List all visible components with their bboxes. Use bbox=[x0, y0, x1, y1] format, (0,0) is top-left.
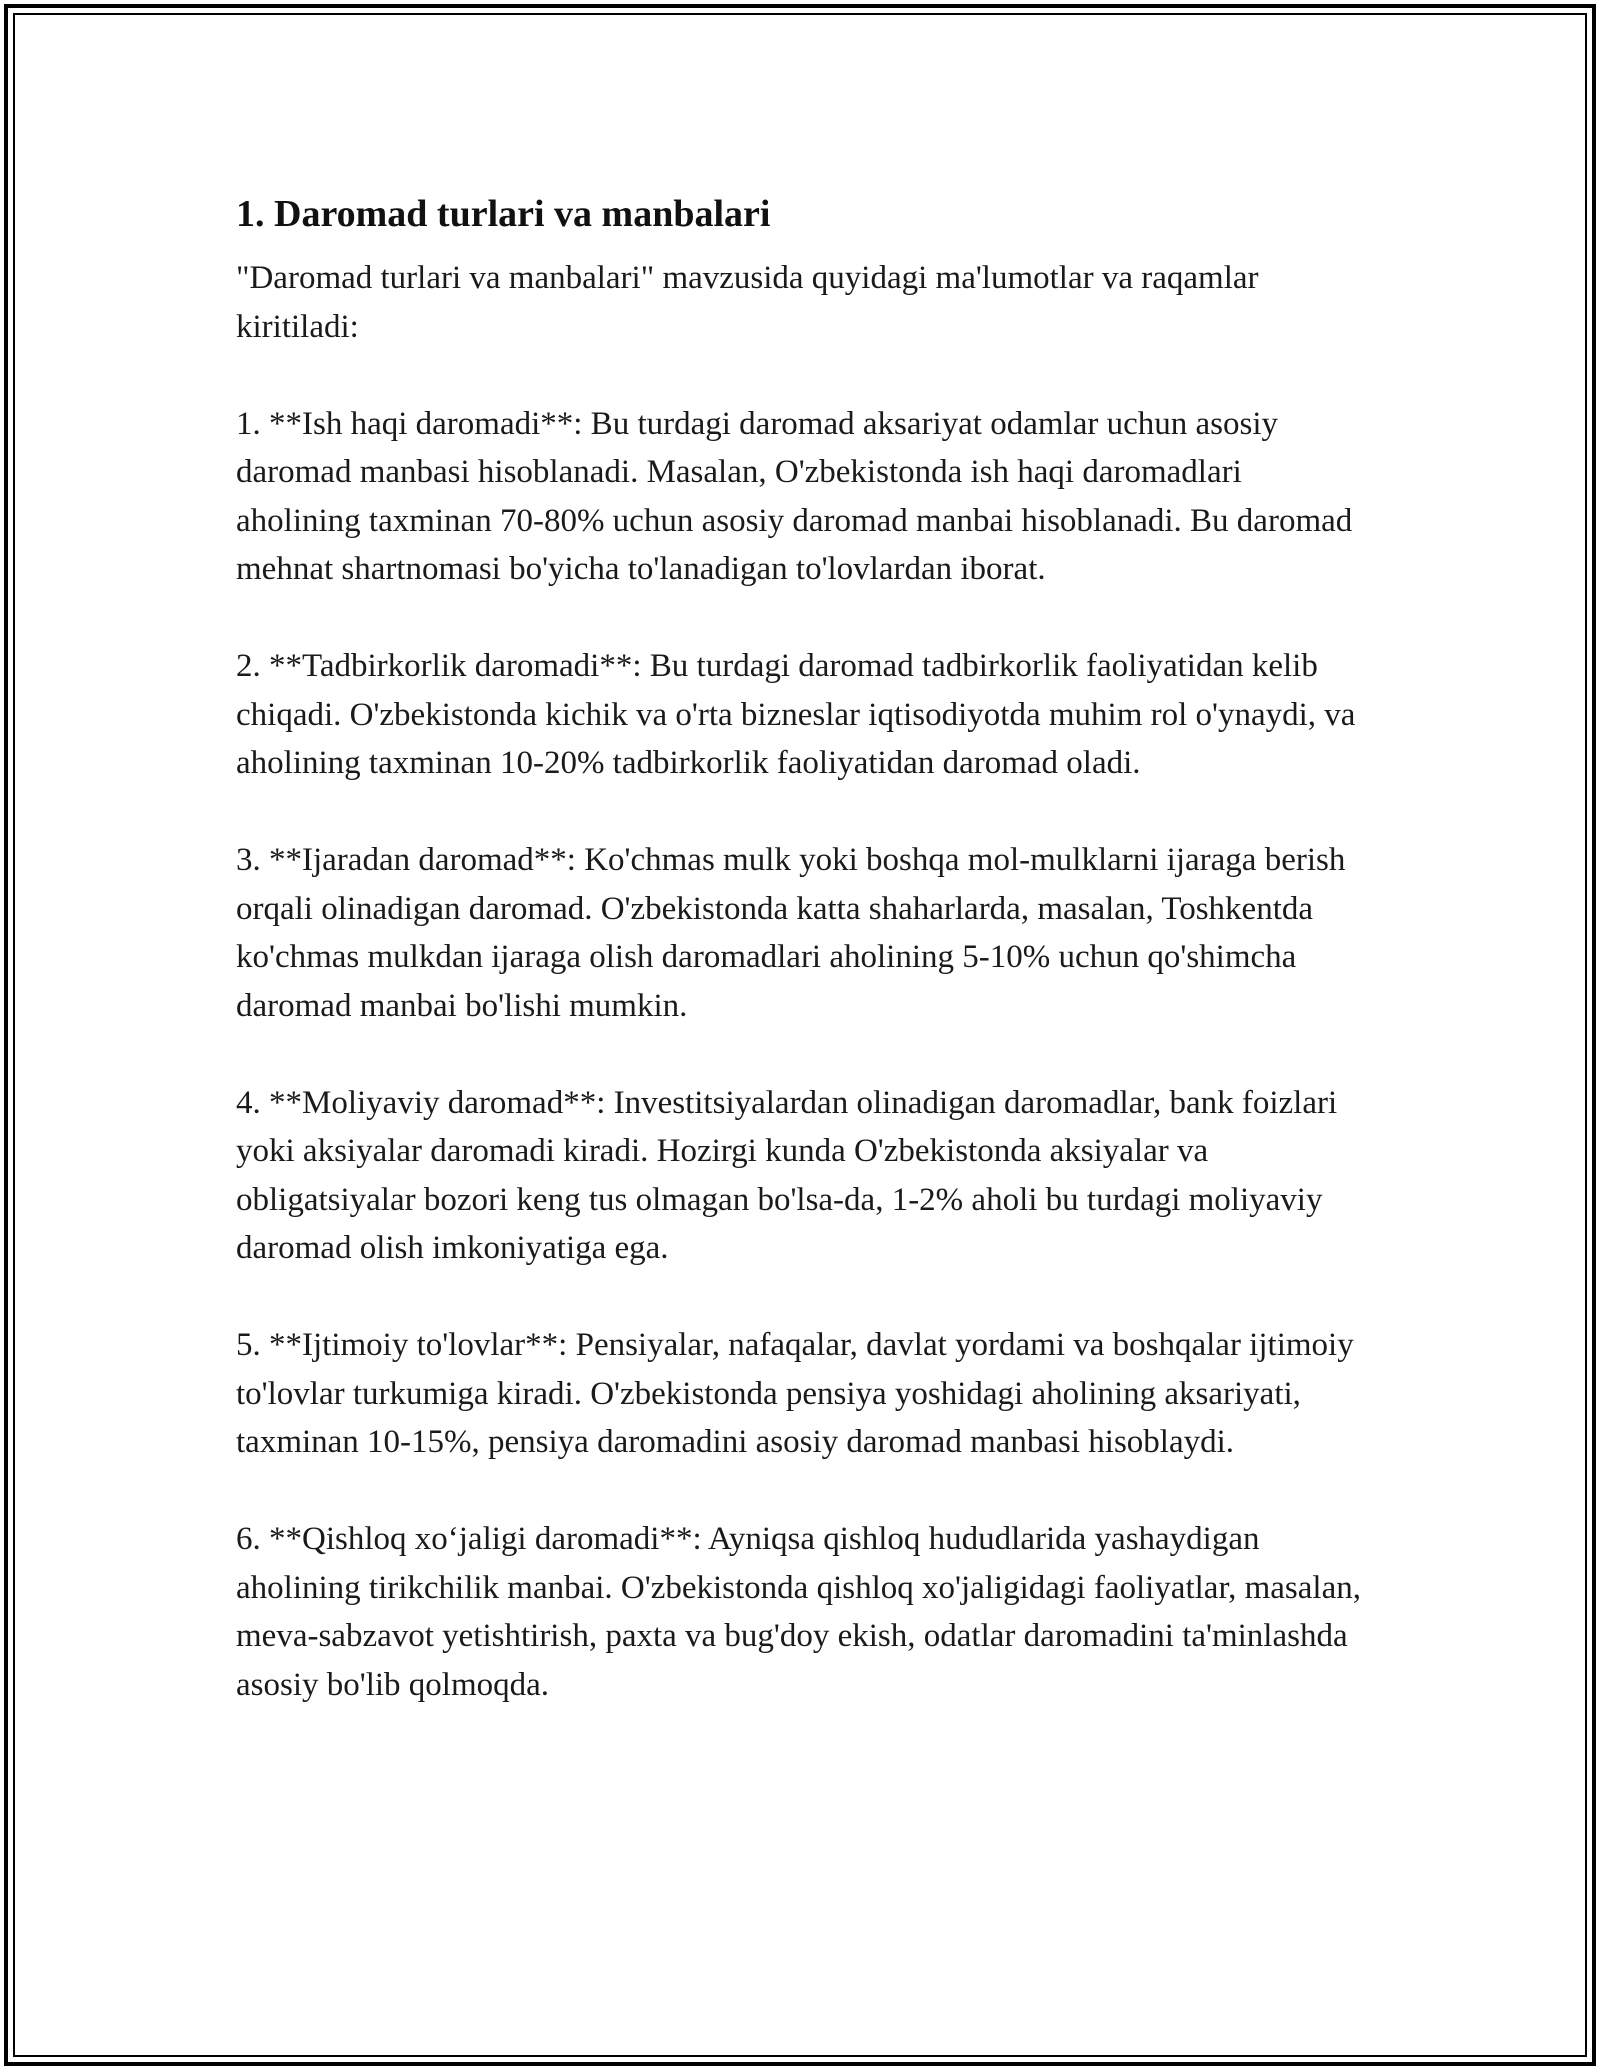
intro-paragraph: "Daromad turlari va manbalari" mavzusida quyidagi ma'lumotlar va raqamlar kiritiladi: bbox=[236, 260, 1259, 345]
list-item-rental-income: 3. **Ijaradan daromad**: Ko'chmas mulk yoki boshqa mol-mulklarni ijaraga berish orqali olinadigan daromad. O'zbekistonda katta shaharlarda, masalan, Toshkentda ko'chmas mulkdan ijaraga olish daromadlari aholining 5-10% uchun qo'shimcha daromad manbai bo'lishi mumkin. bbox=[236, 842, 1346, 1024]
list-item-wage-income: 1. **Ish haqi daromadi**: Bu turdagi daromad aksariyat odamlar uchun asosiy daromad manbasi hisoblanadi. Masalan, O'zbekistonda ish haqi daromadlari aholining taxminan 70-80% uchun asosiy daromad manbai hisoblanadi. Bu daromad mehnat shartnomasi bo'yicha to'lanadigan to'lovlardan iborat. bbox=[236, 405, 1353, 587]
list-item-social-payments: 5. **Ijtimoiy to'lovlar**: Pensiyalar, nafaqalar, davlat yordami va boshqalar ijtimoiy to'lovlar turkumiga kiradi. O'zbekistonda pensiya yoshidagi aholining aksariyati, taxminan 10-15%, pensiya daromadini asosiy daromad manbasi hisoblaydi. bbox=[236, 1327, 1354, 1460]
list-item-business-income: 2. **Tadbirkorlik daromadi**: Bu turdagi daromad tadbirkorlik faoliyatidan kelib chiqadi. O'zbekistonda kichik va o'rta bizneslar iqtisodiyotda muhim rol o'ynaydi, va aholining taxminan 10-20% tadbirkorlik faoliyatidan daromad oladi. bbox=[236, 648, 1356, 781]
document-body bbox=[236, 188, 1366, 1758]
list-item-financial-income: 4. **Moliyaviy daromad**: Investitsiyalardan olinadigan daromadlar, bank foizlari yoki aksiyalar daromadi kiradi. Hozirgi kunda O'zbekistonda aksiyalar va obligatsiyalar bozori keng tus olmagan bo'lsa-da, 1-2% aholi bu turdagi moliyaviy daromad olish imkoniyatiga ega. bbox=[236, 1084, 1338, 1266]
section-title: 1. Daromad turlari va manbalari bbox=[236, 193, 771, 235]
list-item-agriculture-income: 6. **Qishloq xo‘jaligi daromadi**: Ayniqsa qishloq hududlarida yashaydigan aholining tirikchilik manbai. O'zbekistonda qishloq xo'jaligidagi faoliyatlar, masalan, meva-sabzavot yetishtirish, paxta va bug'doy ekish, odatlar daromadini ta'minlashda asosiy bo'lib qolmoqda. bbox=[236, 1521, 1361, 1703]
